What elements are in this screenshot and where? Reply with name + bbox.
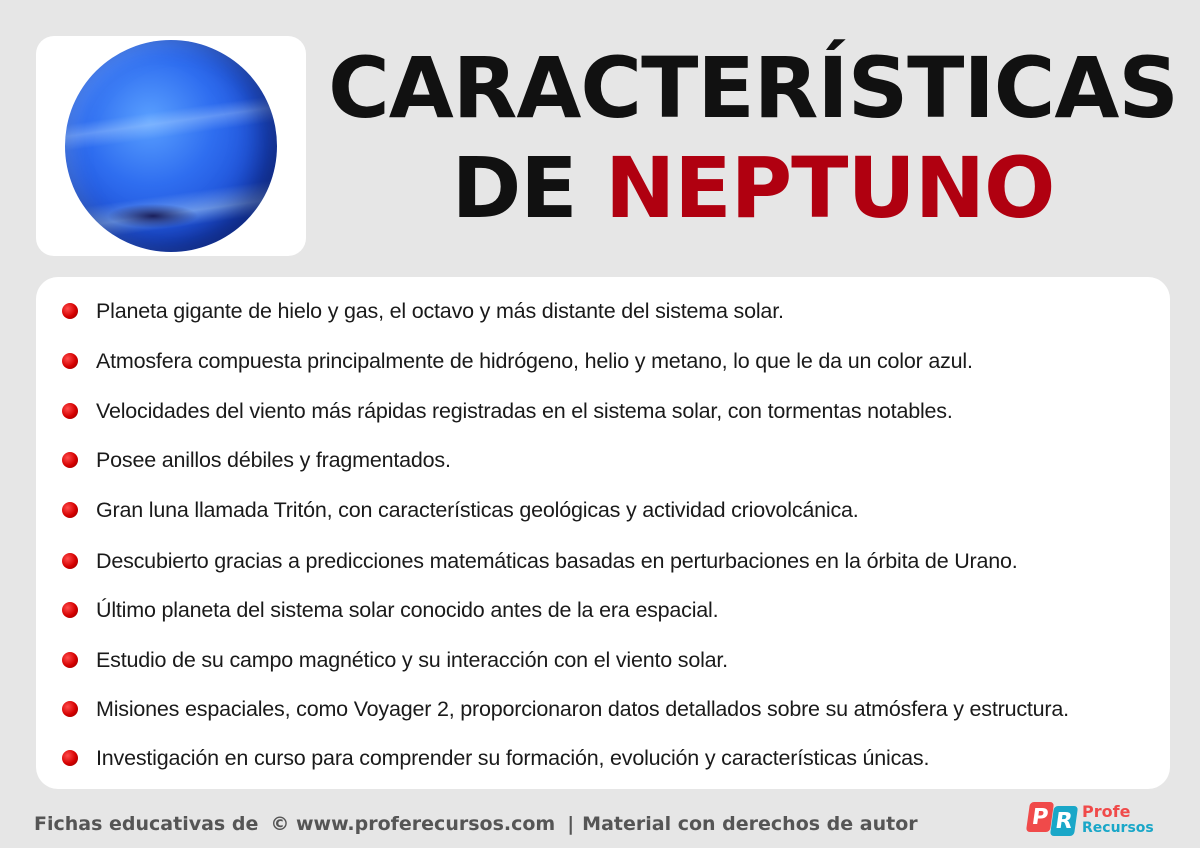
list-item	[62, 291, 1170, 331]
bullet-icon	[62, 701, 78, 717]
neptune-planet-image	[65, 40, 277, 252]
list-item-text: Misiones espaciales, como Voyager 2, proporcionaron datos detallados sobre su atmósfera y estructura.	[96, 696, 1069, 721]
list-item	[62, 689, 1170, 729]
bullet-icon	[62, 553, 78, 569]
footer-rights: Material con derechos de autor	[582, 813, 918, 835]
profe-recursos-logo[interactable]	[1028, 800, 1154, 840]
logo-word-recursos: Recursos	[1082, 820, 1154, 836]
list-item	[62, 738, 1170, 778]
logo-text	[1082, 804, 1154, 836]
list-item-text: Gran luna llamada Tritón, con características geológicas y actividad criovolcánica.	[96, 497, 859, 522]
logo-letter-p: P	[1026, 802, 1054, 832]
title-accent-neptuno: NEPTUNO	[604, 139, 1055, 237]
list-item-text: Investigación en curso para comprender su formación, evolución y características únicas.	[96, 745, 930, 770]
list-item-text: Posee anillos débiles y fragmentados.	[96, 447, 451, 472]
title-line-1: CARACTERÍSTICAS	[328, 39, 1178, 137]
footer-site-link[interactable]: © www.proferecursos.com	[270, 813, 556, 835]
list-item-text: Velocidades del viento más rápidas registradas en el sistema solar, con tormentas notables.	[96, 398, 953, 423]
characteristics-card	[36, 277, 1170, 789]
logo-letter-r: R	[1050, 806, 1078, 836]
list-item	[62, 440, 1170, 480]
bullet-icon	[62, 452, 78, 468]
logo-word-profe: Profe	[1082, 802, 1131, 821]
list-item-text: Atmosfera compuesta principalmente de hidrógeno, helio y metano, lo que le da un color azul.	[96, 348, 973, 373]
title-line-2-prefix: DE	[451, 139, 605, 237]
list-item-text: Último planeta del sistema solar conocido antes de la era espacial.	[96, 597, 719, 622]
page-title	[318, 38, 1188, 238]
bullet-icon	[62, 750, 78, 766]
list-item	[62, 490, 1170, 530]
list-item-text: Descubierto gracias a predicciones matemáticas basadas en perturbaciones en la órbita de Urano.	[96, 548, 1018, 573]
bullet-icon	[62, 353, 78, 369]
bullet-icon	[62, 502, 78, 518]
list-item-text: Estudio de su campo magnético y su interacción con el viento solar.	[96, 647, 728, 672]
list-item	[62, 541, 1170, 581]
list-item	[62, 391, 1170, 431]
planet-image-card	[36, 36, 306, 256]
logo-mark-icon	[1028, 802, 1078, 838]
footer	[34, 808, 930, 840]
list-item	[62, 341, 1170, 381]
bullet-icon	[62, 303, 78, 319]
bullet-icon	[62, 403, 78, 419]
list-item	[62, 640, 1170, 680]
footer-separator: |	[567, 813, 575, 835]
list-item-text: Planeta gigante de hielo y gas, el octavo y más distante del sistema solar.	[96, 298, 784, 323]
footer-label: Fichas educativas de	[34, 813, 259, 835]
bullet-icon	[62, 652, 78, 668]
list-item	[62, 590, 1170, 630]
bullet-icon	[62, 602, 78, 618]
